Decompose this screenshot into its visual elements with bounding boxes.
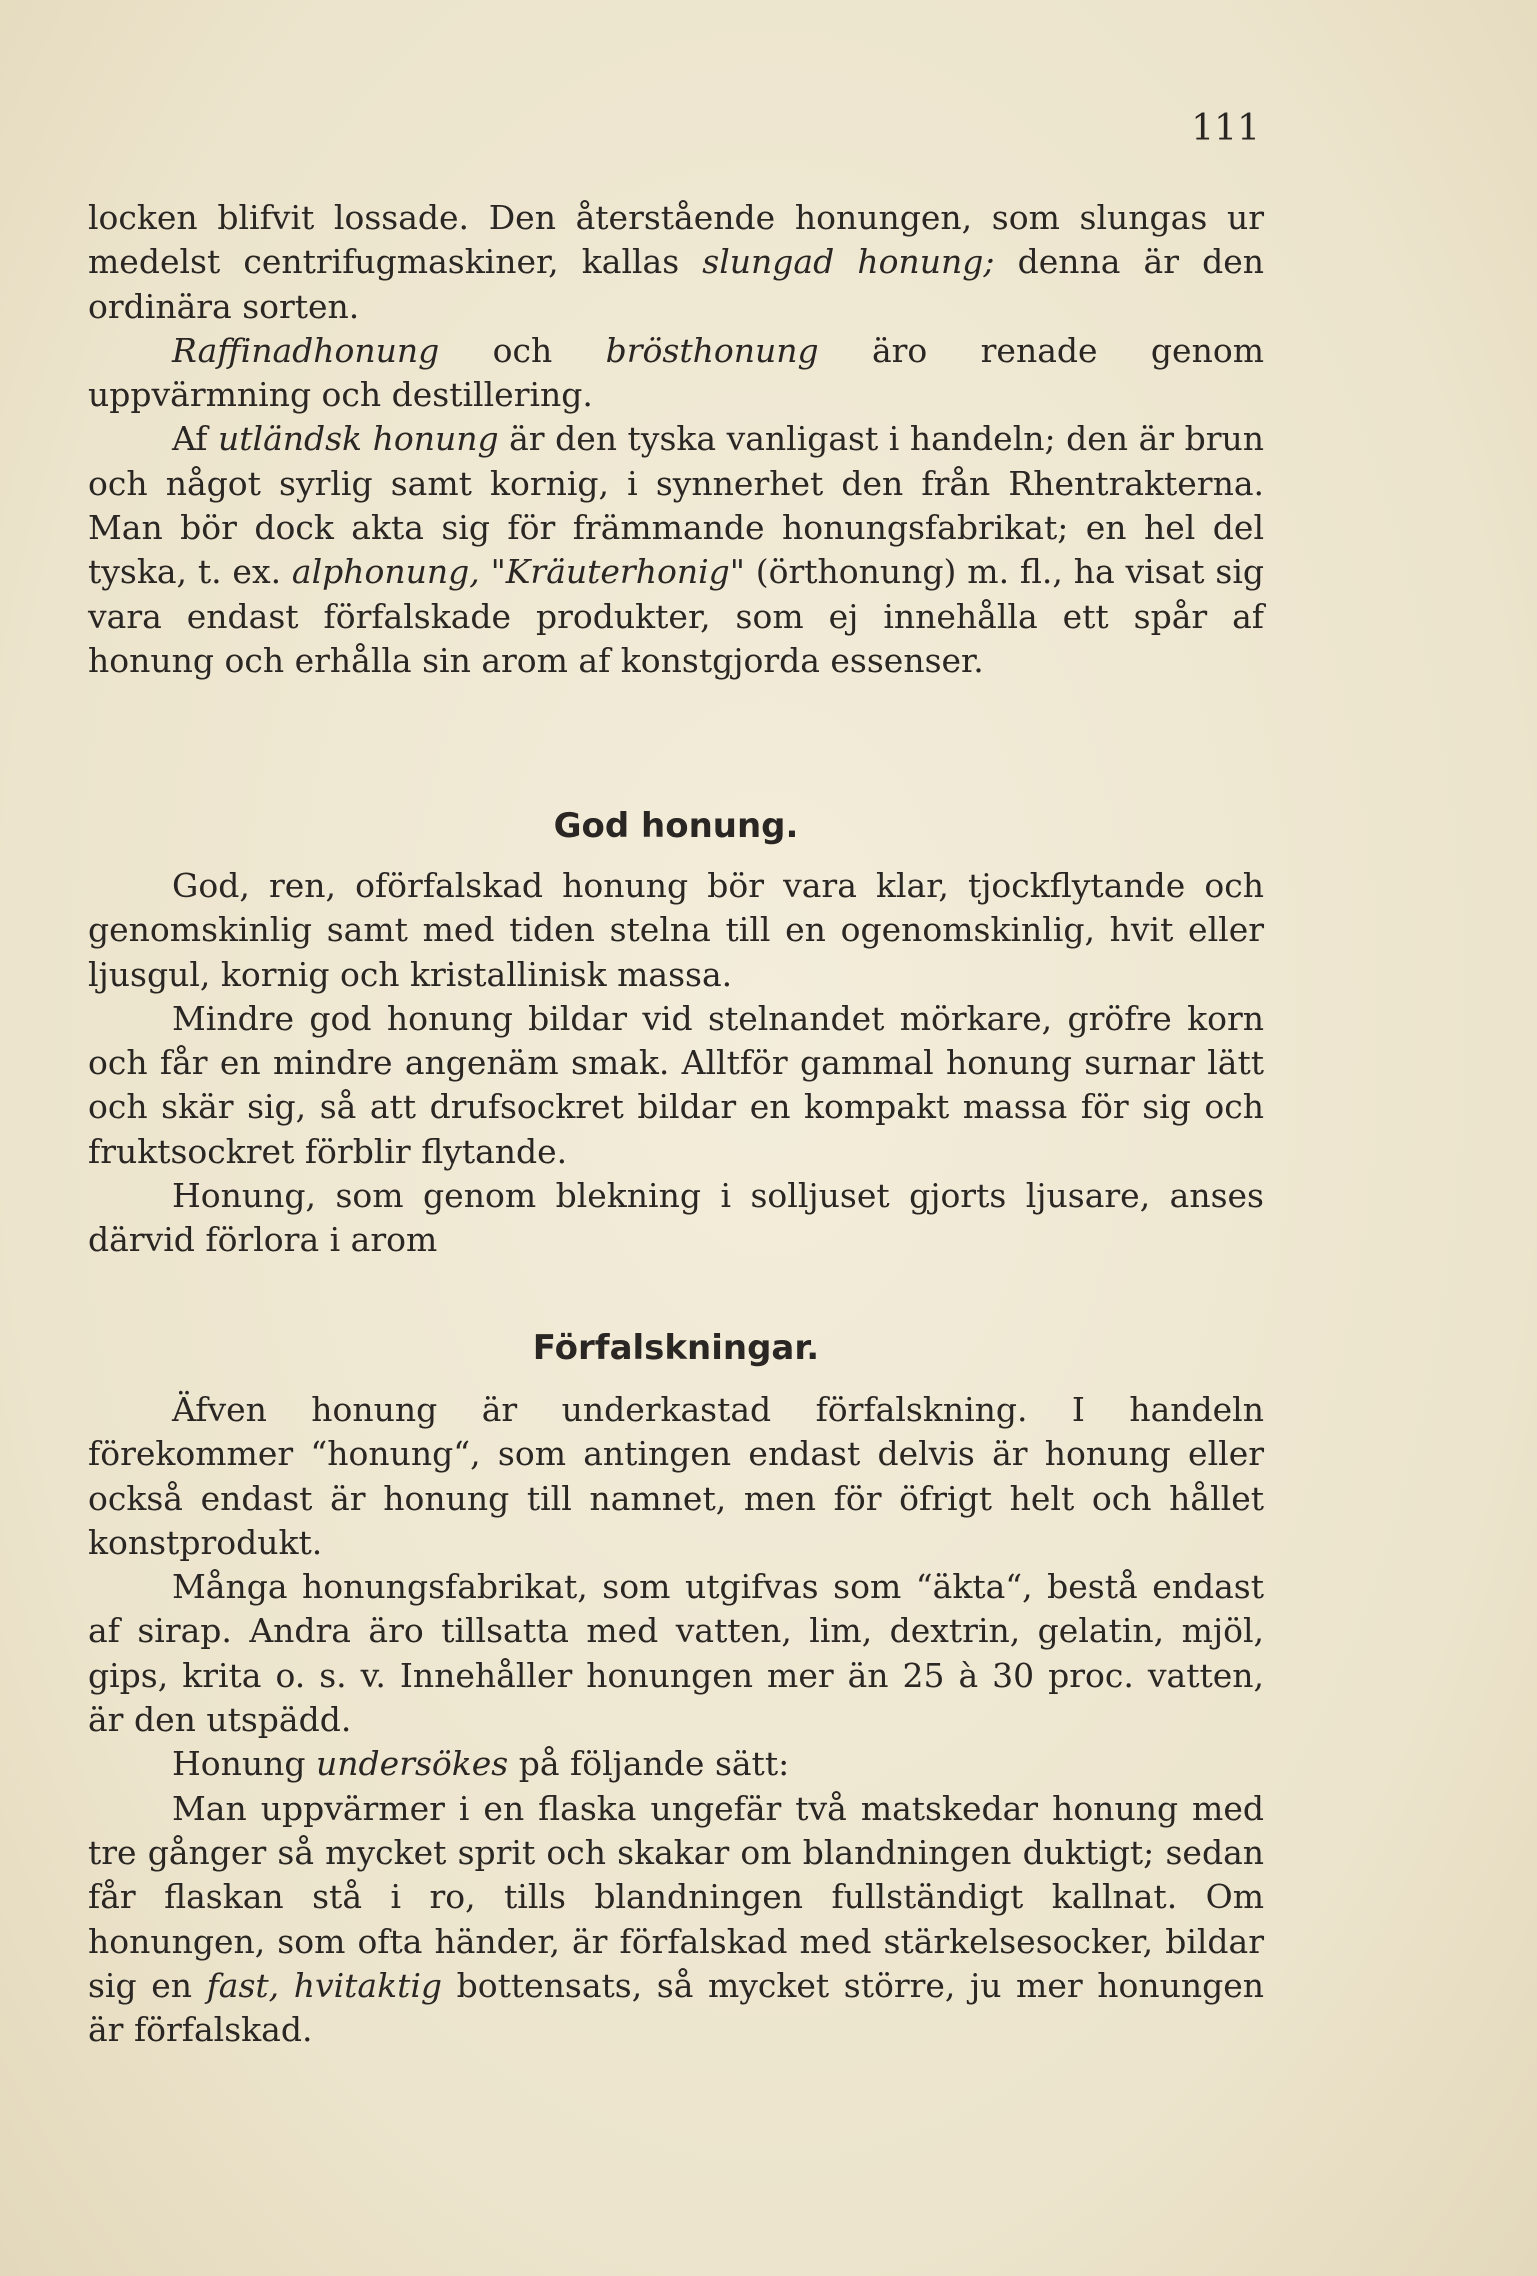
paragraph [88, 864, 1264, 997]
text-run: Mindre god honung bildar vid stelnandet mörkare, gröfre korn och får en mindre angenäm smak. Alltför gammal honung surnar lätt och skär sig, så att drufsockret bildar en kompakt massa för sig och fruktsockret förblir flytande. [88, 998, 1264, 1171]
italic-run: Raffinadhonung [172, 330, 440, 370]
paragraph [88, 1388, 1264, 1565]
italic-run: alphonung, "Kräuterhonig" [291, 552, 745, 592]
paragraph [88, 1565, 1264, 1742]
page-number: 111 [1191, 108, 1260, 149]
paragraph [88, 997, 1264, 1174]
paragraph [88, 329, 1264, 418]
text-run: locken blifvit lossade. Den återstående honungen, som slungas ur medelst centrifugmaskiner, kallas [88, 198, 1264, 282]
paragraph [88, 1174, 1264, 1263]
text-run: Honung [172, 1744, 317, 1784]
text-run: bottensats, så mycket större, ju mer honungen är förfalskad. [88, 1965, 1264, 2050]
text-run: på följande sätt: [508, 1744, 790, 1784]
text-run: äro renade genom uppvärmning och destillering. [88, 330, 1264, 415]
text-run: Honung, som genom blekning i solljuset gjorts ljusare, anses därvid förlora i arom [88, 1176, 1264, 1260]
section-forfalskningar [88, 1388, 1264, 2052]
text-run: God, ren, oförfalskad honung bör vara klar, tjockflytande och genomskinlig samt med tiden stelna till en ogenomskinlig, hvit eller ljusgul, kornig och kristallinisk massa. [88, 866, 1264, 994]
section-god-honung [88, 864, 1264, 1263]
section-intro [88, 196, 1264, 683]
heading-forfalskningar: Förfalskningar. [532, 1328, 820, 1368]
text-run: Äfven honung är underkastad förfalskning. I handeln förekommer “honung“, som antingen endast delvis är honung eller också endast är honung till namnet, men för öfrigt helt och hållet konstprodukt. [88, 1390, 1264, 1562]
text-run: är den tyska vanligast i handeln; den är brun och något syrlig samt kornig, i synnerhet den från Rhentrakterna. Man bör dock akta sig för främmande honungsfabrikat; en hel del tyska, t. ex. [88, 419, 1264, 592]
italic-run: fast, hvitaktig [206, 1965, 443, 2005]
italic-run: slungad honung; [702, 242, 995, 282]
text-run: denna är den ordinära sorten. [88, 242, 1264, 326]
paragraph [88, 1787, 1264, 2053]
heading-god-honung: God honung. [553, 806, 799, 846]
italic-run: brösthonung [605, 330, 819, 370]
text-run: och [439, 330, 606, 370]
text-run: (örthonung) m. fl., ha visat sig vara endast förfalskade produkter, som ej innehålla ett spår af honung och erhålla sin arom af konstgjorda essenser. [88, 552, 1265, 680]
text-run: Man uppvärmer i en flaska ungefär två matskedar honung med tre gånger så mycket sprit och skakar om blandningen duktigt; sedan får flaskan stå i ro, tills blandningen fullständigt kallnat. Om honungen, som ofta händer, är förfalskad med stärkelsesocker, bildar sig en [88, 1788, 1264, 2005]
paragraph [88, 417, 1264, 683]
text-run: Många honungsfabrikat, som utgifvas som “äkta“, bestå endast af sirap. Andra äro tillsatta med vatten, lim, dextrin, gelatin, mjöl, gips, krita o. s. v. Innehåller honungen mer än 25 à 30 proc. vatten, är den utspädd. [88, 1567, 1264, 1740]
paragraph [88, 196, 1264, 329]
italic-run: undersökes [316, 1744, 509, 1784]
text-run: Af [172, 419, 218, 459]
paragraph [88, 1742, 1264, 1786]
italic-run: utländsk honung [218, 419, 499, 459]
